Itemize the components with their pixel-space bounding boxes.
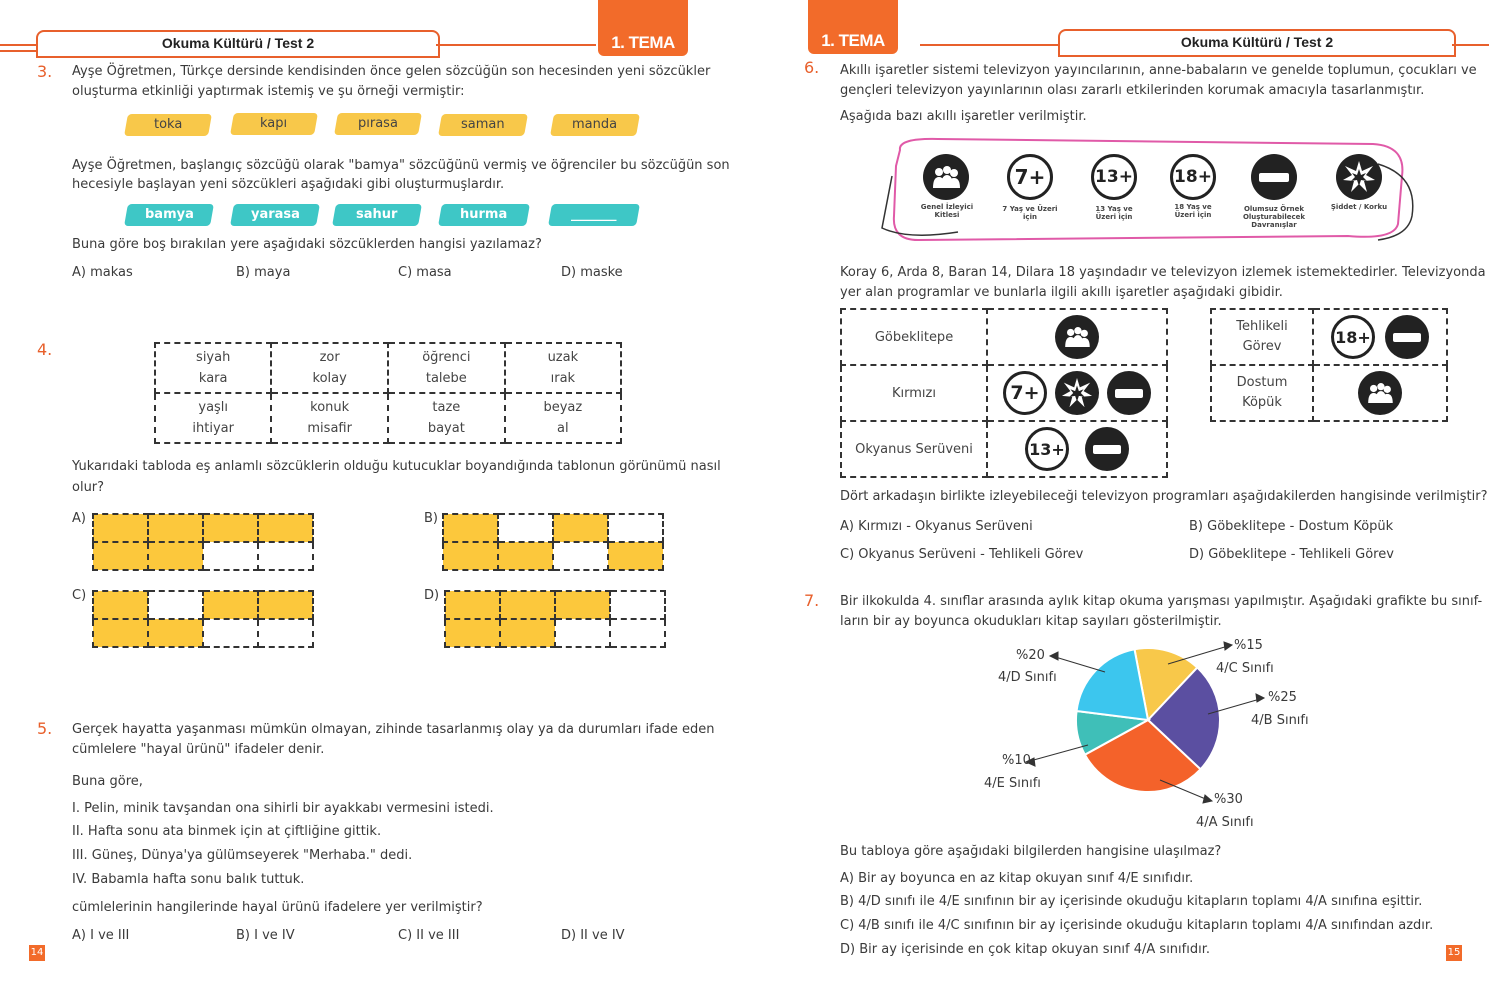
program-table-left (840, 308, 1168, 478)
q5-option-b[interactable]: B) I ve IV (236, 928, 295, 943)
header-stripe-left (436, 44, 596, 46)
q6-text: Aşağıda bazı akıllı işaretler verilmiştir. (840, 109, 1087, 124)
q4-option-label[interactable]: D) (424, 588, 440, 603)
table-cell: uzak ırak (505, 343, 621, 393)
sign-label: 7 Yaş ve Üzeri için (1002, 205, 1058, 221)
question-number: 3. (37, 62, 53, 81)
q4-option-label[interactable]: C) (72, 588, 87, 603)
example-word: kapı (230, 113, 318, 135)
q5-question: cümlelerinin hangilerinde hayal ürünü ifadelere yer verilmiştir? (72, 900, 483, 915)
example-word: pırasa (334, 113, 422, 135)
student-word-blank: _______ (548, 204, 640, 226)
family-icon (1055, 315, 1099, 359)
grid-cell-filled (93, 591, 148, 619)
program-name: Göbeklitepe (841, 309, 987, 365)
grid-cell-empty (608, 514, 663, 542)
page-title-left: Okuma Kültürü / Test 2 (36, 30, 440, 58)
q3-question: Buna göre boş bırakılan yere aşağıdaki sözcüklerden hangisi yazılamaz? (72, 237, 542, 252)
q7-text: ların bir ay boyunca okudukları kitap sayıları gösterilmiştir. (840, 614, 1222, 629)
grid-cell-filled (148, 542, 203, 570)
age-18-icon: 18+ (1331, 315, 1375, 359)
page-number-left: 14 (29, 945, 45, 961)
table-cell: konuk misafir (271, 393, 388, 443)
grid-cell-empty (610, 591, 665, 619)
pie-pct-label: %20 (1016, 648, 1045, 663)
question-number: 6. (804, 58, 820, 77)
table-cell: zor kolay (271, 343, 388, 393)
q5-item: I. Pelin, minik tavşandan ona sihirli bir ayakkabı vermesini istedi. (72, 801, 494, 816)
table-cell: siyah kara (155, 343, 271, 393)
program-name: Tehlikeli Görev (1211, 309, 1313, 365)
program-name: Kırmızı (841, 365, 987, 421)
student-word: hurma (438, 204, 530, 226)
violence-icon (1336, 154, 1382, 200)
grid-cell-filled (445, 619, 500, 647)
table-cell: beyaz al (505, 393, 621, 443)
pie-class-label: 4/A Sınıfı (1196, 815, 1254, 830)
example-word: toka (124, 114, 212, 136)
grid-cell-filled (553, 514, 608, 542)
header-stripe-left (0, 44, 40, 46)
q3-option-c[interactable]: C) masa (398, 265, 452, 280)
q5-text: Gerçek hayatta yaşanması mümkün olmayan, zihinde tasarlanmış olay ya da durumları ifade eden (72, 722, 715, 737)
program-name: Dostum Köpük (1211, 365, 1313, 421)
student-word: yarasa (230, 204, 320, 226)
student-word: sahur (332, 204, 422, 226)
synonym-table (154, 342, 622, 444)
program-table-right (1210, 308, 1448, 422)
sign-label: 18 Yaş ve Üzeri için (1174, 203, 1212, 219)
q6-text: gençleri televizyon yayınlarının olası zararlı etkilerinden korumak amacıyla tasarlanmıştır. (840, 83, 1425, 98)
q3-option-b[interactable]: B) maya (236, 265, 291, 280)
example-word: saman (438, 114, 528, 136)
tema-badge-right: 1. TEMA (808, 0, 898, 54)
q6-text: Koray 6, Arda 8, Baran 14, Dilara 18 yaşındadır ve televizyon izlemek istemektedirler. Televizyonda (840, 265, 1486, 280)
q6-question: Dört arkadaşın birlikte izleyebileceği televizyon programları aşağıdakilerden hangisinde verilmiştir? (840, 489, 1488, 504)
age-7-icon: 7+ (1003, 371, 1047, 415)
question-number: 4. (37, 340, 53, 359)
grid-cell-filled (258, 591, 313, 619)
program-signs (987, 365, 1167, 421)
minus-icon (1385, 315, 1429, 359)
program-name: Okyanus Serüveni (841, 421, 987, 477)
question-number: 7. (804, 591, 820, 610)
grid-cell-empty (203, 619, 258, 647)
grid-cell-empty (498, 514, 553, 542)
table-cell: taze bayat (388, 393, 505, 443)
q6-option-b[interactable]: B) Göbeklitepe - Dostum Köpük (1189, 519, 1394, 534)
grid-cell-empty (610, 619, 665, 647)
tema-badge-left: 1. TEMA (598, 0, 688, 56)
program-signs (1313, 365, 1447, 421)
q5-text: cümlelere "hayal ürünü" ifadeler denir. (72, 742, 325, 757)
header-stripe-right (1452, 44, 1489, 46)
grid-cell-filled (500, 619, 555, 647)
page-title-right: Okuma Kültürü / Test 2 (1058, 29, 1456, 57)
grid-cell-filled (203, 514, 258, 542)
grid-cell-filled (93, 514, 148, 542)
sign-label: Olumsuz Örnek Oluşturabilecek Davranışlar (1242, 205, 1306, 229)
program-signs (987, 421, 1167, 477)
sign-label: Şiddet / Korku (1330, 203, 1388, 211)
grid-cell-filled (258, 514, 313, 542)
grid-cell-filled (555, 591, 610, 619)
grid-cell-empty (258, 619, 313, 647)
table-cell: öğrenci talebe (388, 343, 505, 393)
grid-cell-filled (498, 542, 553, 570)
q6-text: Akıllı işaretler sistemi televizyon yayıncılarının, anne-babaların ve genelde toplumun, çocukları ve (840, 63, 1477, 78)
table-cell: yaşlı ihtiyar (155, 393, 271, 443)
q4-option-grid-b[interactable] (442, 513, 664, 571)
minus-icon (1251, 154, 1297, 200)
q4-option-grid-a[interactable] (92, 513, 314, 571)
age-18-icon: 18+ (1170, 154, 1216, 200)
grid-cell-filled (203, 591, 258, 619)
example-word: manda (550, 114, 640, 136)
age-13-icon: 13+ (1025, 427, 1069, 471)
grid-cell-filled (148, 619, 203, 647)
q7-question: Bu tabloya göre aşağıdaki bilgilerden hangisine ulaşılmaz? (840, 844, 1222, 859)
grid-cell-empty (553, 542, 608, 570)
q3-option-d[interactable]: D) maske (561, 265, 623, 280)
q5-item: II. Hafta sonu ata binmek için at çiftliğine gittik. (72, 824, 382, 839)
age-7-icon: 7+ (1007, 154, 1053, 200)
header-stripe-right (920, 44, 1060, 46)
q7-option-a[interactable]: A) Bir ay boyunca en az kitap okuyan sınıf 4/E sınıfıdır. (840, 871, 1194, 886)
q3-text: Ayşe Öğretmen, Türkçe dersinde kendisinden önce gelen sözcüğün son hecesinden yeni sözcükler (72, 64, 711, 79)
q6-text: yer alan programlar ve bunlarla ilgili akıllı işaretler aşağıdaki gibidir. (840, 285, 1283, 300)
q6-option-c[interactable]: C) Okyanus Serüveni - Tehlikeli Görev (840, 547, 1084, 562)
program-signs (1313, 309, 1447, 365)
pie-slice (1077, 649, 1148, 720)
pie-class-label: 4/E Sınıfı (984, 776, 1041, 791)
q7-option-c[interactable]: C) 4/B sınıfı ile 4/C sınıfının bir ay içerisinde okuduğu kitapların toplamı 4/A sınıfından azdır. (840, 918, 1434, 933)
pie-class-label: 4/B Sınıfı (1251, 713, 1309, 728)
grid-cell-filled (445, 591, 500, 619)
grid-cell-filled (148, 514, 203, 542)
q5-option-d[interactable]: D) II ve IV (561, 928, 625, 943)
age-13-icon: 13+ (1091, 154, 1137, 200)
family-icon (1358, 371, 1402, 415)
question-number: 5. (37, 719, 53, 738)
pie-pct-label: %15 (1234, 638, 1263, 653)
grid-cell-empty (203, 542, 258, 570)
q6-option-a[interactable]: A) Kırmızı - Okyanus Serüveni (840, 519, 1033, 534)
grid-cell-filled (608, 542, 663, 570)
q3-text: hecesiyle başlayan yeni sözcükleri aşağıdaki gibi oluşturmuşlardır. (72, 177, 505, 192)
pie-class-label: 4/C Sınıfı (1216, 661, 1274, 676)
violence-icon (1055, 371, 1099, 415)
q5-lead: Buna göre, (72, 774, 143, 789)
q4-question: Yukarıdaki tabloda eş anlamlı sözcüklerin olduğu kutucuklar boyandığında tablonun görünümü nasıl (72, 459, 721, 474)
pie-pct-label: %10 (1002, 753, 1031, 768)
q5-item: III. Güneş, Dünya'ya gülümseyerek "Merhaba." dedi. (72, 848, 413, 863)
minus-icon (1085, 427, 1129, 471)
header-stripe-left (0, 50, 40, 52)
q4-option-label[interactable]: A) (72, 511, 86, 526)
q3-option-a[interactable]: A) makas (72, 265, 133, 280)
pie-pct-label: %25 (1268, 690, 1297, 705)
q3-text: oluşturma etkinliği yaptırmak istemiş ve şu örneği vermiştir: (72, 84, 465, 99)
page-number-right: 15 (1446, 945, 1462, 961)
q7-text: Bir ilkokulda 4. sınıflar arasında aylık kitap okuma yarışması yapılmıştır. Aşağıdaki grafikte bu sınıf- (840, 594, 1483, 609)
q4-option-label[interactable]: B) (424, 511, 438, 526)
q3-text: Ayşe Öğretmen, başlangıç sözcüğü olarak "bamya" sözcüğünü vermiş ve öğrenciler bu sözcüğün son (72, 158, 730, 173)
q4-option-grid-d[interactable] (444, 590, 666, 648)
sign-label: 13 Yaş ve Üzeri için (1095, 205, 1133, 221)
q5-option-c[interactable]: C) II ve III (398, 928, 460, 943)
grid-cell-filled (93, 542, 148, 570)
q5-item: IV. Babamla hafta sonu balık tuttuk. (72, 872, 305, 887)
q7-option-d[interactable]: D) Bir ay içerisinde en çok kitap okuyan sınıf 4/A sınıfıdır. (840, 942, 1210, 957)
grid-cell-filled (443, 542, 498, 570)
grid-cell-empty (258, 542, 313, 570)
grid-cell-filled (443, 514, 498, 542)
grid-cell-filled (93, 619, 148, 647)
q4-option-grid-c[interactable] (92, 590, 314, 648)
grid-cell-filled (500, 591, 555, 619)
pie-pct-label: %30 (1214, 792, 1243, 807)
family-icon (923, 154, 969, 200)
q6-option-d[interactable]: D) Göbeklitepe - Tehlikeli Görev (1189, 547, 1394, 562)
sign-label: Genel İzleyici Kitlesi (920, 203, 974, 219)
program-signs (987, 309, 1167, 365)
grid-cell-empty (148, 591, 203, 619)
q5-option-a[interactable]: A) I ve III (72, 928, 130, 943)
pie-class-label: 4/D Sınıfı (998, 670, 1057, 685)
grid-cell-empty (555, 619, 610, 647)
student-word: bamya (124, 204, 214, 226)
q7-option-b[interactable]: B) 4/D sınıfı ile 4/E sınıfının bir ay içerisinde okuduğu kitapların toplamı 4/A sınıfına eşittir. (840, 894, 1423, 909)
q4-question: olur? (72, 480, 105, 495)
minus-icon (1107, 371, 1151, 415)
